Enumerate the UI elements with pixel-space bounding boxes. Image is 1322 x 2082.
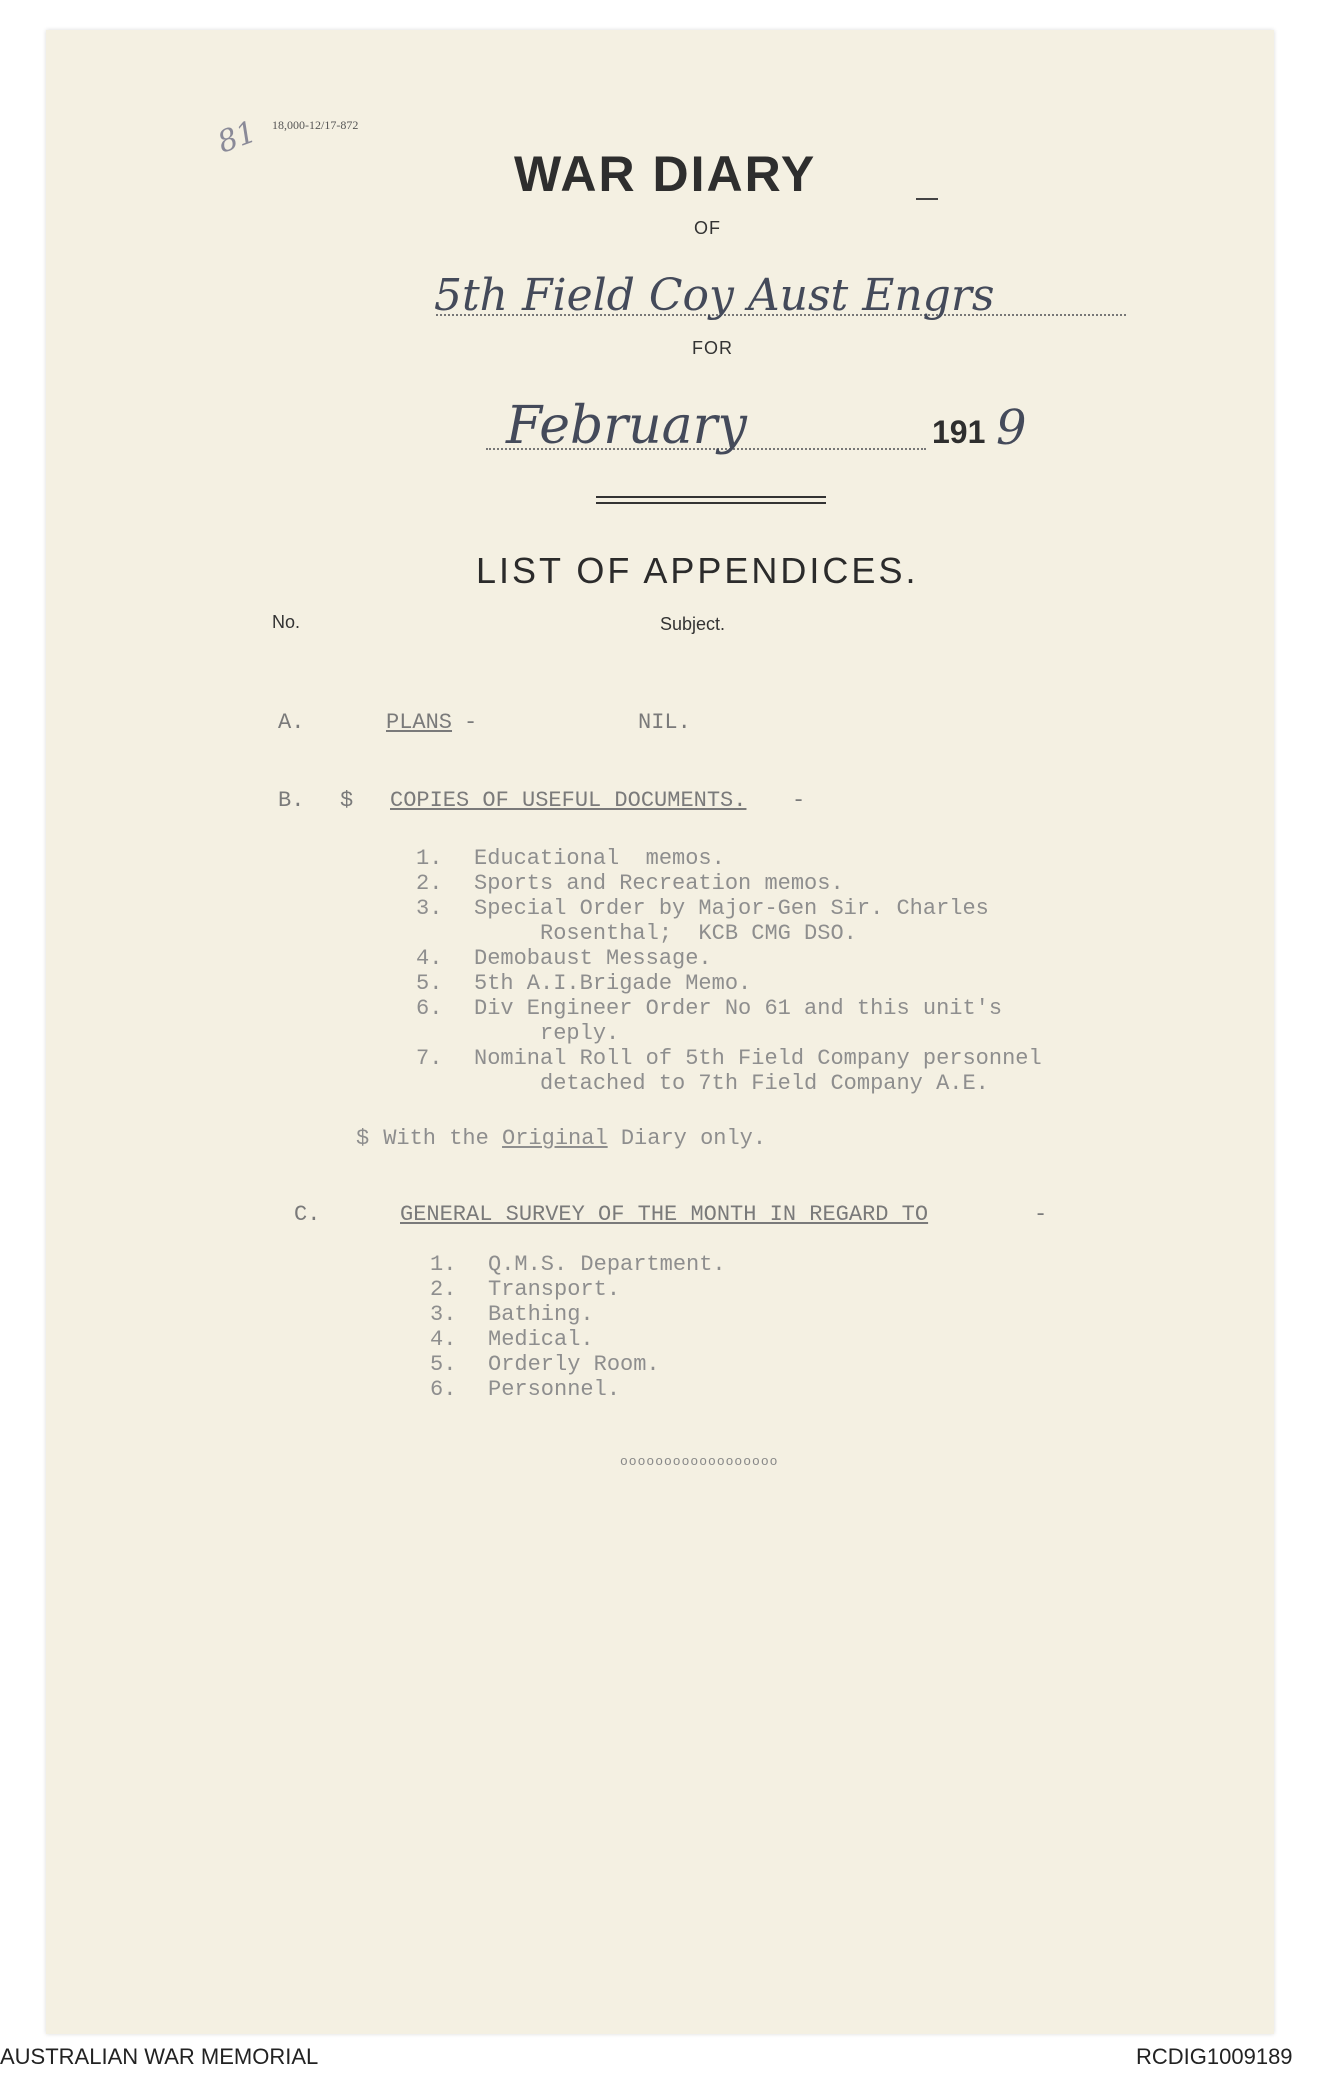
list-item (416, 896, 1042, 921)
item-number (416, 1021, 474, 1046)
item-number: 4. (416, 946, 443, 971)
item-number: 3. (430, 1302, 457, 1327)
column-subject: Subject. (660, 614, 726, 634)
list-item (430, 1377, 726, 1402)
original-diary-note (356, 1126, 766, 1151)
item-number: 5. (416, 971, 443, 996)
list-item (430, 1252, 726, 1277)
appendices-heading: LIST OF APPENDICES. (476, 550, 919, 591)
year-printed: 191 (932, 414, 986, 450)
for-label: FOR (692, 338, 733, 358)
item-text: detached to 7th Field Company A.E. (474, 1071, 989, 1096)
item-number: 7. (416, 1046, 443, 1071)
note-post: Diary only. (607, 1126, 767, 1151)
double-rule-bottom (596, 502, 826, 504)
item-text: Div Engineer Order No 61 and this unit's (474, 996, 1003, 1021)
item-text: Orderly Room. (488, 1352, 660, 1377)
item-text: Demobaust Message. (474, 946, 712, 971)
list-item (430, 1327, 726, 1352)
list-item (416, 996, 1042, 1021)
diary-page (46, 30, 1274, 2034)
list-item (416, 921, 1042, 946)
section-a-dash: - (464, 710, 478, 735)
list-item (416, 871, 1042, 896)
item-number: 2. (416, 871, 443, 896)
list-item (416, 846, 1042, 871)
item-text: Educational memos. (474, 846, 725, 871)
unit-handwritten: 5th Field Coy Aust Engrs (434, 270, 995, 321)
item-number: 5. (430, 1352, 457, 1377)
item-text: Transport. (488, 1277, 621, 1302)
section-c-dash: - (1034, 1202, 1048, 1227)
archive-credit: AUSTRALIAN WAR MEMORIAL (0, 2044, 319, 2069)
end-mark: oooooooooooooooooo (620, 1454, 779, 1469)
item-number (416, 1071, 474, 1096)
item-number: 6. (416, 996, 443, 1021)
folio-number: 81 (213, 114, 262, 161)
item-text: Special Order by Major-Gen Sir. Charles (474, 896, 989, 921)
section-b-marker: $ (340, 788, 354, 813)
item-text: Q.M.S. Department. (488, 1252, 726, 1277)
item-text: Medical. (488, 1327, 594, 1352)
list-item (416, 971, 1042, 996)
item-text: reply. (474, 1021, 620, 1046)
list-item (430, 1302, 726, 1327)
section-b-letter: B. (278, 788, 305, 813)
note-marker: $ (356, 1126, 370, 1151)
section-a-value: NIL. (638, 710, 691, 735)
list-item (416, 1021, 1042, 1046)
item-text: Personnel. (488, 1377, 621, 1402)
list-item (416, 946, 1042, 971)
section-a-title: PLANS (386, 710, 453, 735)
item-text: Rosenthal; KCB CMG DSO. (474, 921, 857, 946)
list-item (416, 1046, 1042, 1071)
column-no: No. (272, 612, 301, 632)
section-a-letter: A. (278, 710, 305, 735)
archive-id: RCDIG1009189 (1136, 2044, 1293, 2069)
section-b-dash: - (792, 788, 806, 813)
of-label: OF (694, 218, 721, 238)
item-number: 1. (416, 846, 443, 871)
item-text: Bathing. (488, 1302, 594, 1327)
item-text: Sports and Recreation memos. (474, 871, 844, 896)
item-number (416, 921, 474, 946)
item-number: 6. (430, 1377, 457, 1402)
month-handwritten: February (506, 396, 747, 456)
item-number: 1. (430, 1252, 457, 1277)
list-item (430, 1352, 726, 1377)
section-c-letter: C. (294, 1202, 321, 1227)
page-title: WAR DIARY (514, 146, 817, 202)
section-c-title: GENERAL SURVEY OF THE MONTH IN REGARD TO (400, 1202, 929, 1227)
note-pre: With the (383, 1126, 503, 1151)
item-text: 5th A.I.Brigade Memo. (474, 971, 752, 996)
title-dash (916, 198, 938, 200)
item-text: Nominal Roll of 5th Field Company personnel (474, 1046, 1042, 1071)
item-number: 4. (430, 1327, 457, 1352)
print-code: 18,000-12/17-872 (272, 118, 359, 132)
double-rule-top (596, 496, 826, 498)
note-underlined: Original (502, 1126, 608, 1151)
section-b-title: COPIES OF USEFUL DOCUMENTS. (390, 788, 747, 813)
list-item (416, 1071, 1042, 1096)
year-handwritten: 9 (996, 400, 1027, 456)
list-item (430, 1277, 726, 1302)
item-number: 2. (430, 1277, 457, 1302)
section-b-list (416, 846, 1042, 1096)
item-number: 3. (416, 896, 443, 921)
section-c-list (430, 1252, 726, 1402)
